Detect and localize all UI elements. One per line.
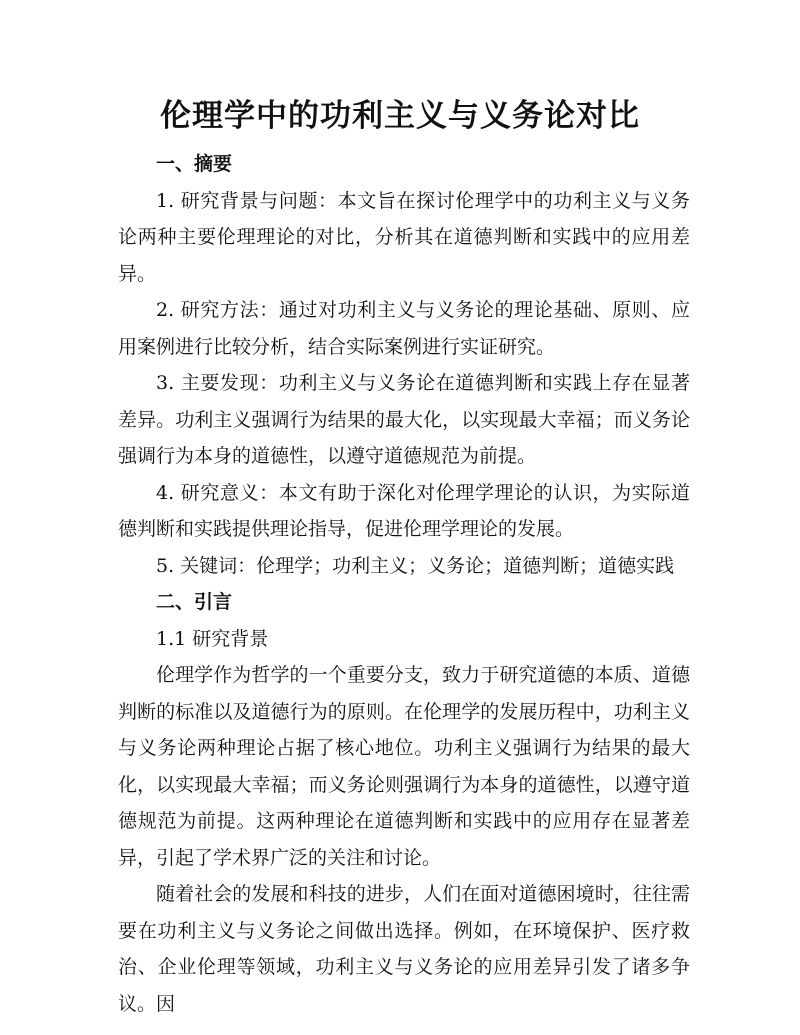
abstract-item-2: 2. 研究方法：通过对功利主义与义务论的理论基础、原则、应用案例进行比较分析，结合实际案例进行实证研究。 [118,299,690,358]
abstract-heading: 一、摘要 [156,153,233,175]
abstract-item-5: 5. 关键词：伦理学；功利主义；义务论；道德判断；道德实践 [156,554,675,577]
abstract-item-3: 3. 主要发现：功利主义与义务论在道德判断和实践上存在显著差异。功利主义强调行为结果的最大化，以实现最大幸福；而义务论强调行为本身的道德性，以遵守道德规范为前提。 [118,372,690,467]
document-body [118,146,690,1022]
abstract-item-4: 4. 研究意义：本文有助于深化对伦理学理论的认识，为实际道德判断和实践提供理论指导，促进伦理学理论的发展。 [118,481,690,540]
intro-paragraph-2: 随着社会的发展和科技的进步，人们在面对道德困境时，往往需要在功利主义与义务论之间做出选择。例如，在环境保护、医疗救治、企业伦理等领域，功利主义与义务论的应用差异引发了诸多争议。因 [118,883,690,1015]
abstract-item-1: 1. 研究背景与问题：本文旨在探讨伦理学中的功利主义与义务论两种主要伦理理论的对比，分析其在道德判断和实践中的应用差异。 [118,189,690,285]
document-title: 伦理学中的功利主义与义务论对比 [160,98,640,134]
intro-subheading: 1.1 研究背景 [156,627,269,650]
intro-heading: 二、引言 [156,591,233,613]
intro-paragraph-1: 伦理学作为哲学的一个重要分支，致力于研究道德的本质、道德判断的标准以及道德行为的原则。在伦理学的发展历程中，功利主义与义务论两种理论占据了核心地位。功利主义强调行为结果的最大化，以实现最大幸福；而义务论则强调行为本身的道德性，以遵守道德规范为前提。这两种理论在道德判断和实践中的应用存在显著差异，引起了学术界广泛的关注和讨论。 [118,664,690,869]
